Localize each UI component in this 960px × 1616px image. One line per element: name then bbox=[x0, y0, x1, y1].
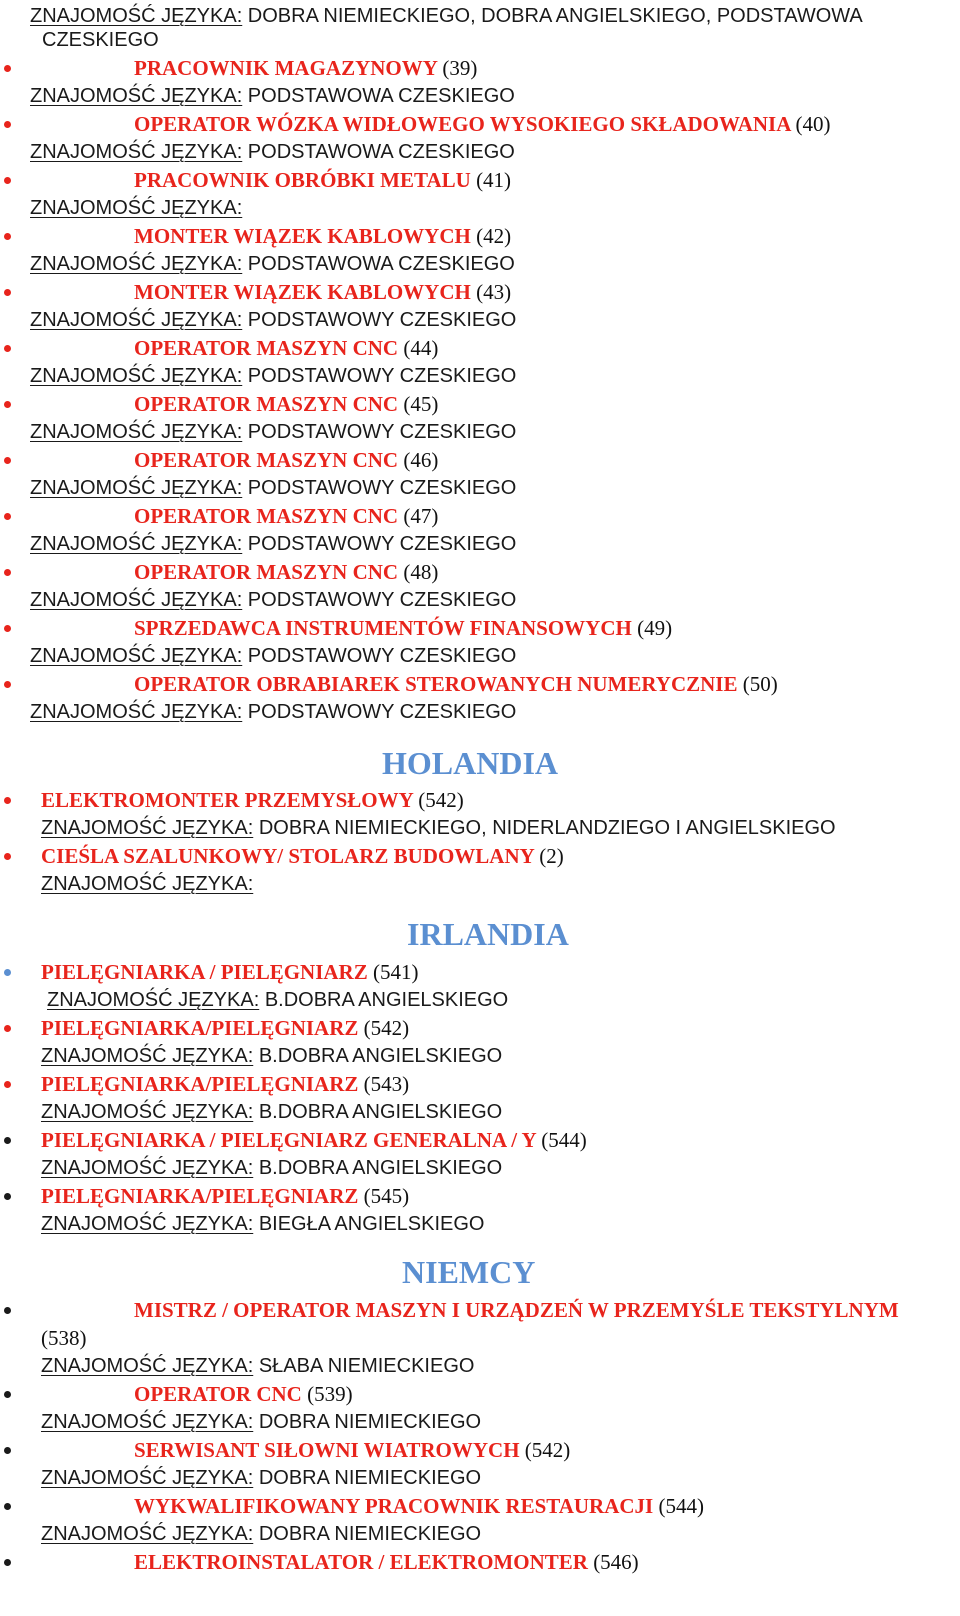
job-item bbox=[0, 110, 960, 138]
job-item bbox=[0, 446, 960, 474]
language-line: ZNAJOMOŚĆ JĘZYKA: DOBRA NIEMIECKIEGO bbox=[41, 1523, 482, 1545]
language-line: ZNAJOMOŚĆ JĘZYKA: PODSTAWOWY CZESKIEGO bbox=[30, 589, 517, 611]
language-line: ZNAJOMOŚĆ JĘZYKA: PODSTAWOWA CZESKIEGO bbox=[30, 85, 515, 107]
job-title: ELEKTROMONTER PRZEMYSŁOWY (542) bbox=[41, 788, 464, 812]
job-item bbox=[0, 390, 960, 418]
language-line: ZNAJOMOŚĆ JĘZYKA: PODSTAWOWY CZESKIEGO bbox=[30, 365, 517, 387]
language-value: CZESKIEGO bbox=[42, 29, 159, 51]
bullet-icon bbox=[4, 1137, 11, 1144]
language-line: ZNAJOMOŚĆ JĘZYKA: B.DOBRA ANGIELSKIEGO bbox=[47, 989, 509, 1011]
language-line: ZNAJOMOŚĆ JĘZYKA: PODSTAWOWA CZESKIEGO bbox=[30, 141, 515, 163]
job-title: OPERATOR WÓZKA WIDŁOWEGO WYSOKIEGO SKŁADOWANIA (40) bbox=[134, 112, 831, 136]
language-line: ZNAJOMOŚĆ JĘZYKA: bbox=[30, 197, 243, 219]
bullet-icon bbox=[4, 625, 11, 632]
job-title: OPERATOR MASZYN CNC (44) bbox=[134, 336, 439, 360]
job-title: OPERATOR OBRABIAREK STEROWANYCH NUMERYCZNIE (50) bbox=[134, 672, 778, 696]
bullet-icon bbox=[4, 513, 11, 520]
job-item bbox=[0, 222, 960, 250]
job-item bbox=[0, 1296, 960, 1324]
job-item-number-line bbox=[0, 1324, 960, 1352]
job-item bbox=[0, 842, 960, 870]
language-line: ZNAJOMOŚĆ JĘZYKA: PODSTAWOWY CZESKIEGO bbox=[30, 701, 517, 723]
job-number: (538) bbox=[41, 1326, 87, 1350]
bullet-icon bbox=[4, 969, 11, 976]
language-line: ZNAJOMOŚĆ JĘZYKA: B.DOBRA ANGIELSKIEGO bbox=[41, 1157, 503, 1179]
bullet-icon bbox=[4, 1307, 11, 1314]
job-item bbox=[0, 614, 960, 642]
section-heading-irlandia: IRLANDIA bbox=[407, 916, 569, 952]
job-item bbox=[0, 1182, 960, 1210]
job-title: OPERATOR CNC (539) bbox=[134, 1382, 353, 1406]
bullet-icon bbox=[4, 1081, 11, 1088]
job-title: PIELĘGNIARKA / PIELĘGNIARZ (541) bbox=[41, 960, 419, 984]
section-heading-holandia: HOLANDIA bbox=[382, 745, 559, 781]
job-title: MONTER WIĄZEK KABLOWYCH (43) bbox=[134, 280, 512, 304]
bullet-icon bbox=[4, 1503, 11, 1510]
language-line: ZNAJOMOŚĆ JĘZYKA: PODSTAWOWY CZESKIEGO bbox=[30, 533, 517, 555]
job-title: OPERATOR MASZYN CNC (46) bbox=[134, 448, 439, 472]
job-title: PIELĘGNIARKA/PIELĘGNIARZ (543) bbox=[41, 1072, 410, 1096]
bullet-icon bbox=[4, 457, 11, 464]
bullet-icon bbox=[4, 853, 11, 860]
job-item bbox=[0, 1014, 960, 1042]
job-title: PRACOWNIK OBRÓBKI METALU (41) bbox=[134, 168, 512, 192]
bullet-icon bbox=[4, 1447, 11, 1454]
language-line: ZNAJOMOŚĆ JĘZYKA: DOBRA NIEMIECKIEGO bbox=[41, 1411, 482, 1433]
job-title: PIELĘGNIARKA/PIELĘGNIARZ (542) bbox=[41, 1016, 410, 1040]
job-item bbox=[0, 1070, 960, 1098]
job-item bbox=[0, 558, 960, 586]
job-item bbox=[0, 278, 960, 306]
job-title: SERWISANT SIŁOWNI WIATROWYCH (542) bbox=[134, 1438, 571, 1462]
language-line: ZNAJOMOŚĆ JĘZYKA: PODSTAWOWA CZESKIEGO bbox=[30, 253, 515, 275]
bullet-icon bbox=[4, 569, 11, 576]
job-title: OPERATOR MASZYN CNC (47) bbox=[134, 504, 439, 528]
job-item bbox=[0, 1380, 960, 1408]
language-line: ZNAJOMOŚĆ JĘZYKA: PODSTAWOWY CZESKIEGO bbox=[30, 309, 517, 331]
job-title: OPERATOR MASZYN CNC (48) bbox=[134, 560, 439, 584]
job-item bbox=[0, 334, 960, 362]
language-line: ZNAJOMOŚĆ JĘZYKA: DOBRA NIEMIECKIEGO, NIDERLANDZIEGO I ANGIELSKIEGO bbox=[41, 817, 836, 839]
job-item bbox=[0, 958, 960, 986]
job-title: CIEŚLA SZALUNKOWY/ STOLARZ BUDOWLANY (2) bbox=[41, 844, 564, 868]
bullet-icon bbox=[4, 345, 11, 352]
bullet-icon bbox=[4, 797, 11, 804]
bullet-icon bbox=[4, 1559, 11, 1566]
job-item bbox=[0, 1126, 960, 1154]
language-line: ZNAJOMOŚĆ JĘZYKA: B.DOBRA ANGIELSKIEGO bbox=[41, 1045, 503, 1067]
job-title: MONTER WIĄZEK KABLOWYCH (42) bbox=[134, 224, 512, 248]
language-line: ZNAJOMOŚĆ JĘZYKA: BIEGŁA ANGIELSKIEGO bbox=[41, 1213, 485, 1235]
job-title: ELEKTROINSTALATOR / ELEKTROMONTER (546) bbox=[134, 1550, 639, 1574]
language-line: ZNAJOMOŚĆ JĘZYKA: PODSTAWOWY CZESKIEGO bbox=[30, 421, 517, 443]
intro-language-line-cont bbox=[0, 26, 960, 54]
job-title: OPERATOR MASZYN CNC (45) bbox=[134, 392, 439, 416]
language-line: ZNAJOMOŚĆ JĘZYKA: PODSTAWOWY CZESKIEGO bbox=[30, 645, 517, 667]
job-item bbox=[0, 502, 960, 530]
job-item bbox=[0, 670, 960, 698]
section-heading-niemcy: NIEMCY bbox=[402, 1254, 536, 1290]
job-title: SPRZEDAWCA INSTRUMENTÓW FINANSOWYCH (49) bbox=[134, 616, 673, 640]
language-line: ZNAJOMOŚĆ JĘZYKA: B.DOBRA ANGIELSKIEGO bbox=[41, 1101, 503, 1123]
bullet-icon bbox=[4, 233, 11, 240]
job-title: MISTRZ / OPERATOR MASZYN I URZĄDZEŃ W PRZEMYŚLE TEKSTYLNYM bbox=[134, 1298, 899, 1322]
job-item bbox=[0, 1492, 960, 1520]
bullet-icon bbox=[4, 177, 11, 184]
bullet-icon bbox=[4, 681, 11, 688]
bullet-icon bbox=[4, 1193, 11, 1200]
job-item bbox=[0, 786, 960, 814]
bullet-icon bbox=[4, 1391, 11, 1398]
job-title: PIELĘGNIARKA / PIELĘGNIARZ GENERALNA / Y (544) bbox=[41, 1128, 587, 1152]
bullet-icon bbox=[4, 1025, 11, 1032]
job-item bbox=[0, 166, 960, 194]
job-item bbox=[0, 1548, 960, 1576]
job-item bbox=[0, 1436, 960, 1464]
bullet-icon bbox=[4, 65, 11, 72]
job-title: PIELĘGNIARKA/PIELĘGNIARZ (545) bbox=[41, 1184, 410, 1208]
language-line: ZNAJOMOŚĆ JĘZYKA: PODSTAWOWY CZESKIEGO bbox=[30, 477, 517, 499]
bullet-icon bbox=[4, 289, 11, 296]
language-line: ZNAJOMOŚĆ JĘZYKA: bbox=[41, 873, 254, 895]
language-line: ZNAJOMOŚĆ JĘZYKA: SŁABA NIEMIECKIEGO bbox=[41, 1355, 475, 1377]
bullet-icon bbox=[4, 401, 11, 408]
bullet-icon bbox=[4, 121, 11, 128]
job-title: PRACOWNIK MAGAZYNOWY (39) bbox=[134, 56, 478, 80]
language-line: ZNAJOMOŚĆ JĘZYKA: DOBRA NIEMIECKIEGO bbox=[41, 1467, 482, 1489]
language-label: ZNAJOMOŚĆ JĘZYKA: DOBRA NIEMIECKIEGO, DOBRA ANGIELSKIEGO, PODSTAWOWA bbox=[30, 5, 863, 27]
job-item bbox=[0, 54, 960, 82]
job-title: WYKWALIFIKOWANY PRACOWNIK RESTAURACJI (544) bbox=[134, 1494, 704, 1518]
